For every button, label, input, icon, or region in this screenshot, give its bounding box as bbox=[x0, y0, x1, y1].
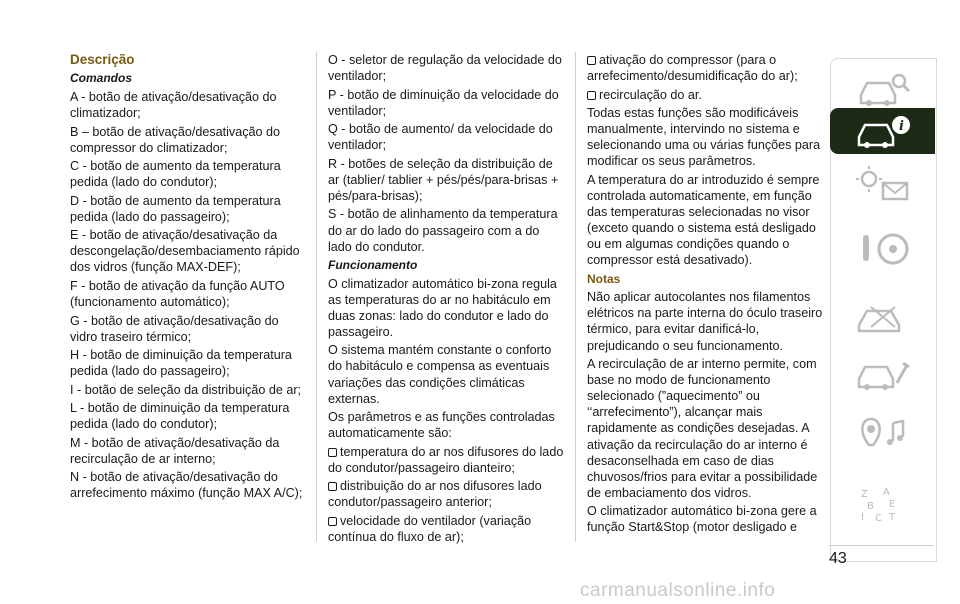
function-bullets-continued bbox=[587, 52, 823, 103]
text: Não aplicar autocolantes nos filamentos elétricos na parte interna do óculo traseiro térmico, para evitar danificá-lo, prejudicando o seu funcionamento. bbox=[587, 290, 823, 353]
svg-text:I: I bbox=[860, 512, 864, 523]
page-number-rule bbox=[829, 545, 934, 546]
paragraph bbox=[70, 469, 308, 501]
text: M - botão de ativação/desativação da recirculação de ar interno; bbox=[70, 435, 280, 466]
chapter-tab-crash[interactable] bbox=[830, 294, 935, 340]
paragraph bbox=[328, 156, 566, 204]
paragraph bbox=[328, 52, 566, 84]
column-2 bbox=[328, 52, 566, 547]
svg-text:A: A bbox=[882, 487, 890, 498]
text: A - botão de ativação/desativação do climatizador; bbox=[70, 89, 277, 121]
paragraph bbox=[328, 276, 566, 340]
svg-text:i: i bbox=[898, 119, 904, 134]
text: C - botão de aumento da temperatura pedida (lado do condutor); bbox=[70, 159, 281, 190]
svg-text:Z: Z bbox=[860, 489, 868, 500]
text: I - botão de seleção da distribuição de ar; bbox=[70, 382, 302, 397]
text: distribuição do ar nos difusores lado condutor/passageiro anterior; bbox=[328, 479, 542, 510]
paragraph bbox=[70, 158, 308, 190]
paragraph bbox=[328, 121, 566, 153]
paragraph bbox=[328, 342, 566, 406]
text: F - botão de ativação da função AUTO (funcionamento automático); bbox=[70, 278, 285, 310]
paragraph bbox=[70, 89, 308, 121]
text: H - botão de diminuição da temperatura pedida (lado do passageiro); bbox=[70, 348, 292, 379]
notes-paragraphs bbox=[587, 289, 823, 535]
notes-heading: Notas bbox=[587, 271, 621, 286]
svg-text:E: E bbox=[888, 499, 895, 510]
function-bullets bbox=[328, 444, 566, 545]
svg-text:T: T bbox=[888, 512, 895, 523]
subheading-comandos: Comandos bbox=[70, 71, 133, 86]
text: Os parâmetros e as funções controladas automaticamente são: bbox=[328, 410, 555, 441]
text: Todas estas funções são modificáveis manualmente, intervindo no sistema e selecionando uma ou várias funções para modificar os seus parâmetros. bbox=[587, 106, 821, 169]
paragraph bbox=[587, 105, 823, 169]
chapter-tab-car-info[interactable] bbox=[830, 108, 935, 154]
text: O climatizador automático bi-zona gere a função Start&Stop (motor desligado e bbox=[587, 504, 817, 535]
crash-icon bbox=[853, 297, 913, 337]
text: S - botão de alinhamento da temperatura do ar do lado do passageiro com a do lado do condutor. bbox=[328, 207, 558, 254]
text: N - botão de ativação/desativação do arrefecimento máximo (função MAX A/C); bbox=[70, 470, 303, 501]
bullet-item bbox=[328, 478, 566, 510]
svg-text:C: C bbox=[874, 513, 882, 523]
text: Q - botão de aumento/ da velocidade do ventilador; bbox=[328, 122, 553, 153]
paragraph bbox=[70, 227, 308, 275]
paragraph bbox=[70, 313, 308, 345]
svg-text:B: B bbox=[866, 501, 874, 512]
bullet-item bbox=[587, 52, 823, 84]
paragraph bbox=[70, 382, 308, 398]
text: L - botão de diminuição da temperatura pedida (lado do condutor); bbox=[70, 401, 290, 432]
text: O climatizador automático bi-zona regula as temperaturas do ar no habitáculo em duas zonas: lado do condutor e lado do passageiro. bbox=[328, 276, 557, 339]
bullet-item bbox=[587, 87, 823, 103]
column-3 bbox=[587, 52, 823, 538]
column-divider bbox=[575, 52, 576, 542]
paragraph bbox=[70, 193, 308, 225]
chapter-tab-warning-light[interactable] bbox=[830, 160, 935, 206]
body-paragraphs bbox=[587, 105, 823, 268]
text: temperatura do ar nos difusores do lado do condutor/passageiro dianteiro; bbox=[328, 444, 564, 475]
text: A temperatura do ar introduzido é sempre controlada automaticamente, em função das temperaturas selecionadas no visor (exceto quando o sistema está desligado ou em algumas condições quando o compressor está desativado). bbox=[587, 172, 820, 268]
chapter-tab-alphabet-index[interactable] bbox=[830, 480, 935, 526]
bullet-icon bbox=[328, 517, 337, 526]
text: G - botão de ativação/desativação do vidro traseiro térmico; bbox=[70, 313, 279, 344]
navigation-music-icon bbox=[853, 411, 913, 451]
footer-watermark: carmanualsonline.info bbox=[580, 580, 776, 601]
steering-wheel-icon bbox=[853, 229, 913, 269]
car-search-icon bbox=[853, 69, 913, 109]
page-number: 43 bbox=[829, 550, 847, 567]
bullet-item bbox=[328, 444, 566, 476]
text: recirculação do ar. bbox=[599, 87, 702, 102]
warning-light-icon bbox=[853, 163, 913, 203]
text: R - botões de seleção da distribuição de ar (tablier/ tablier + pés/pés/para-brisas + pés/para-brisas); bbox=[328, 156, 559, 203]
chapter-tab-car-service[interactable] bbox=[830, 350, 935, 396]
section-heading: Descrição bbox=[70, 52, 135, 67]
bullet-icon bbox=[328, 448, 337, 457]
control-list-continued bbox=[328, 52, 566, 255]
paragraph bbox=[587, 503, 823, 535]
paragraph bbox=[70, 278, 308, 310]
paragraph bbox=[70, 435, 308, 467]
paragraph bbox=[328, 409, 566, 441]
bullet-icon bbox=[328, 482, 337, 491]
alphabet-index-icon bbox=[853, 483, 913, 523]
text: D - botão de aumento da temperatura pedida (lado do passageiro); bbox=[70, 193, 281, 224]
car-info-icon bbox=[853, 111, 913, 151]
paragraph bbox=[328, 87, 566, 119]
text: B – botão de ativação/desativação do compressor do climatizador; bbox=[70, 124, 281, 155]
bullet-icon bbox=[587, 56, 596, 65]
text: O sistema mantém constante o conforto do habitáculo e compensa as eventuais variações das condições climáticas externas. bbox=[328, 343, 552, 406]
text: velocidade do ventilador (variação contínua do fluxo de ar); bbox=[328, 513, 532, 544]
chapter-tab-navigation-music[interactable] bbox=[830, 408, 935, 454]
paragraph bbox=[587, 172, 823, 269]
text: A recirculação de ar interno permite, com base no modo de funcionamento selecionado (”aquecimento” ou ‘‘arrefecimento”), alcançar mais rapidamente as condições desejadas. A ativação da recirculação do ar interno é desaconselhada em caso de dias chuvosos/frios para evitar a possibilidade de embaciamento dos vidros. bbox=[587, 357, 818, 500]
text: E - botão de ativação/desativação da descongelação/desembaciamento rápido dos vidros (função MAX-DEF); bbox=[70, 228, 300, 275]
operation-paragraphs bbox=[328, 276, 566, 442]
text: ativação do compressor (para o arrefecimento/desumidificação do ar); bbox=[587, 53, 798, 84]
control-list bbox=[70, 89, 308, 502]
paragraph bbox=[328, 206, 566, 254]
paragraph bbox=[70, 124, 308, 156]
column-1 bbox=[70, 52, 308, 504]
chapter-tab-car-search[interactable] bbox=[830, 66, 935, 112]
paragraph bbox=[70, 400, 308, 432]
chapter-tab-steering-wheel[interactable] bbox=[830, 226, 935, 272]
text: O - seletor de regulação da velocidade do ventilador; bbox=[328, 53, 562, 84]
bullet-item bbox=[328, 513, 566, 545]
column-divider bbox=[316, 52, 317, 542]
car-service-icon bbox=[853, 353, 913, 393]
paragraph bbox=[587, 289, 823, 353]
bullet-icon bbox=[587, 91, 596, 100]
subheading-funcionamento: Funcionamento bbox=[328, 258, 418, 273]
paragraph bbox=[70, 347, 308, 379]
text: P - botão de diminuição da velocidade do ventilador; bbox=[328, 87, 559, 118]
paragraph bbox=[587, 356, 823, 501]
